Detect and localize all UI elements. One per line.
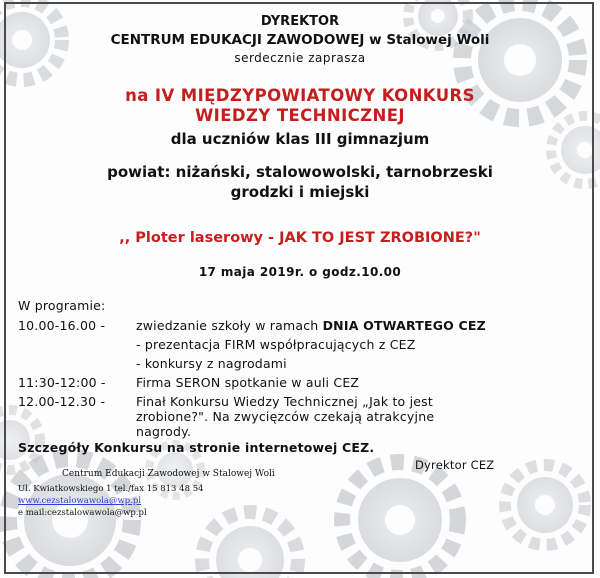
header-school: CENTRUM EDUKACJI ZAWODOWEJ w Stalowej Woli	[110, 32, 490, 48]
program-item-continuation-2: nagrody.	[136, 424, 192, 439]
program-text: Finał Konkursu Wiedzy Technicznej „Jak to jest	[136, 394, 433, 409]
program-item	[18, 375, 359, 390]
program-time: 10.00-16.00 -	[18, 318, 106, 333]
program-text: Firma SERON spotkanie w auli CEZ	[136, 375, 360, 390]
program-text: - konkursy z nagrodami	[136, 356, 287, 371]
website-link[interactable]: www.cezstalowawola@wp.pl	[18, 496, 142, 506]
audience: dla uczniów klas III gimnazjum	[170, 130, 430, 148]
event-date: 17 maja 2019r. o godz.10.00	[198, 265, 402, 279]
program-item	[18, 337, 416, 352]
program-text: zwiedzanie szkoły w ramach	[136, 318, 323, 333]
footer-website[interactable]	[18, 496, 141, 506]
signature: Dyrektor CEZ	[415, 458, 495, 472]
district-2: grodzki i miejski	[230, 183, 370, 201]
program-item	[18, 356, 287, 371]
contest-theme: ,, Ploter laserowy - JAK TO JEST ZROBIONE?"	[119, 230, 481, 246]
header-director: DYREKTOR	[260, 14, 340, 29]
contest-title: na IV MIĘDZYPOWIATOWY KONKURS	[125, 86, 475, 105]
contest-title-2: WIEDZY TECHNICZNEJ	[195, 106, 405, 125]
program-heading: W programie:	[18, 298, 106, 313]
footer-email[interactable]: e mail:cezstalowawola@wp.pl	[18, 508, 147, 518]
program-time: 11:30-12:00 -	[18, 375, 106, 390]
details-note: Szczegóły Konkursu na stronie internetowej CEZ.	[18, 440, 375, 455]
footer-address: Ul. Kwiatkowskiego 1 tel./fax 15 813 48 54	[18, 484, 204, 494]
footer-organization: Centrum Edukacji Zawodowej w Stalowej Woli	[62, 469, 275, 479]
program-item	[18, 394, 433, 409]
header-invite: serdecznie zaprasza	[234, 51, 366, 65]
program-text-bold: DNIA OTWARTEGO CEZ	[322, 318, 486, 333]
program-item	[18, 318, 486, 333]
program-item-continuation: zrobione?". Na zwycięzców czekają atrakcyjne	[136, 409, 435, 424]
district: powiat: niżański, stalowowolski, tarnobrzeski	[107, 163, 493, 181]
program-time: 12.00-12.30 -	[18, 394, 106, 409]
program-text: - prezentacja FIRM współpracujących z CEZ	[136, 337, 416, 352]
